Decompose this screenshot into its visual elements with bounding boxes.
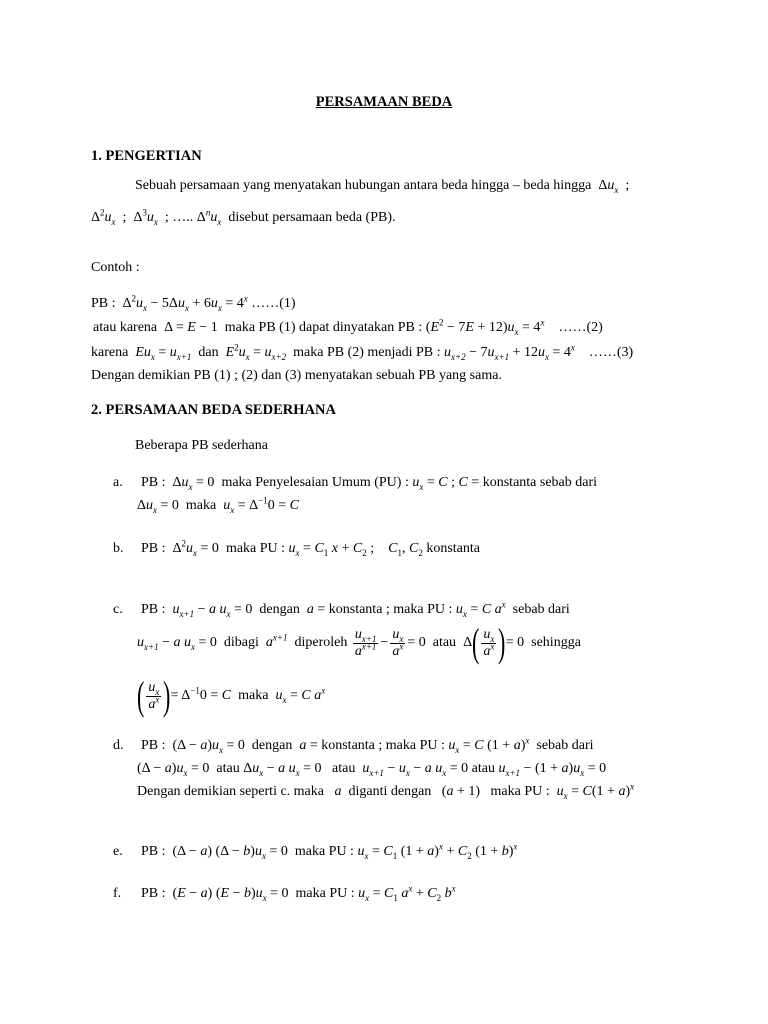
item-f-line-1: f. PB : (E − a) $(E - b)u_x = 0$ maka PU : $u_x = C_1$ $a^x + C_2$ $b^x$ xyxy=(113,883,456,903)
example-eq-1: PB : $\Delta^2u_x - 5\Delta u_x + 6u_x = 4^x$ ……(1) xyxy=(91,293,296,313)
section-1-intro-line-2: $\Delta^2u_x$ ; $\Delta^3u_x$ ; ….. $\Delta^nu_x$ disebut persamaan beda (PB). xyxy=(91,207,396,227)
item-d-line-2: $(\Delta - a)u_x = 0$ atau $\Delta u_x - a$ $u_x = 0$ atau $u_{x+1} - u_x - a$ $u_x = 0$ atau $u_{x+1} - (1 + a)u_x = 0$ xyxy=(137,761,607,778)
contoh-label: Contoh : xyxy=(91,260,140,275)
section-1-intro-line-1: Sebuah persamaan yang menyatakan hubungan antara beda hingga – beda hingga $\Delta u_x$ ; xyxy=(135,178,630,195)
item-c-line-3: ( $\frac{u_x}{a^x}$ )= $\Delta^{-1}0 = C$ maka $u_x = C$ $a^x$ xyxy=(136,673,326,718)
section-2-heading: 2. PERSAMAAN BEDA SEDERHANA xyxy=(91,402,336,418)
item-a-line-2: $\Delta u_x = 0$ maka $u_x = \Delta^{-1}0 = C$ xyxy=(137,495,299,515)
item-c-line-2: $u_{x+1} - a$ $u_x = 0$ dibagi $a^{x+1}$ diperoleh $\frac{u_{x+1}}{a^{x+1}}$ − $\frac{u_x}{a^x}$ = 0 atau Δ( $\frac{u_x}{a^x}$ )= 0 sehingga xyxy=(137,620,581,665)
item-c-line-1: c. PB : $u_{x+1} - a$ $u_x = 0$ dengan a = konstanta ; maka PU : $u_x = C$ $a^x$ sebab dari xyxy=(113,599,570,619)
section-1-closing: Dengan demikian PB (1) ; (2) dan (3) menyatakan sebuah PB yang sama. xyxy=(91,368,502,383)
section-2-intro: Beberapa PB sederhana xyxy=(135,438,268,453)
example-eq-3: karena $Eu_x = u_{x+1}$ dan $E^2u_x = u_{x+2}$ maka PB (2) menjadi PB : $u_{x+2} - 7u_{x+1} + 12u_x = 4^x$ ……(3) xyxy=(91,342,634,362)
item-a-line-1: a. PB : $\Delta u_x = 0$ maka Penyelesaian Umum (PU) : $u_x = C$ ; C = konstanta sebab dari xyxy=(113,475,598,492)
example-eq-2: atau karena Δ = E − 1 maka PB (1) dapat dinyatakan PB : $(E^2 - 7E + 12)u_x = 4^x$ ……(2) xyxy=(93,317,603,337)
item-b-line-1: b. PB : $\Delta^2u_x = 0$ maka PU : $u_x = C_1$ $x + C_2$ ; $C_1$, $C_2$ konstanta xyxy=(113,538,480,558)
item-d-line-1: d. PB : $(\Delta - a)u_x = 0$ dengan a = konstanta ; maka PU : $u_x = C$ $(1 + a)^x$ sebab dari xyxy=(113,735,594,755)
item-e-line-1: e. PB : (Δ − a) $(\Delta - b)u_x = 0$ maka PU : $u_x = C_1$ $(1 + a)^x + C_2$ $(1 + b)^x$ xyxy=(113,841,518,861)
section-1-heading: 1. PENGERTIAN xyxy=(91,148,202,164)
item-d-line-3: Dengan demikian seperti c. maka a diganti dengan (a + 1) maka PU : $u_x = C(1 + a)^x$ xyxy=(137,781,635,801)
page-title: PERSAMAAN BEDA xyxy=(315,94,453,110)
